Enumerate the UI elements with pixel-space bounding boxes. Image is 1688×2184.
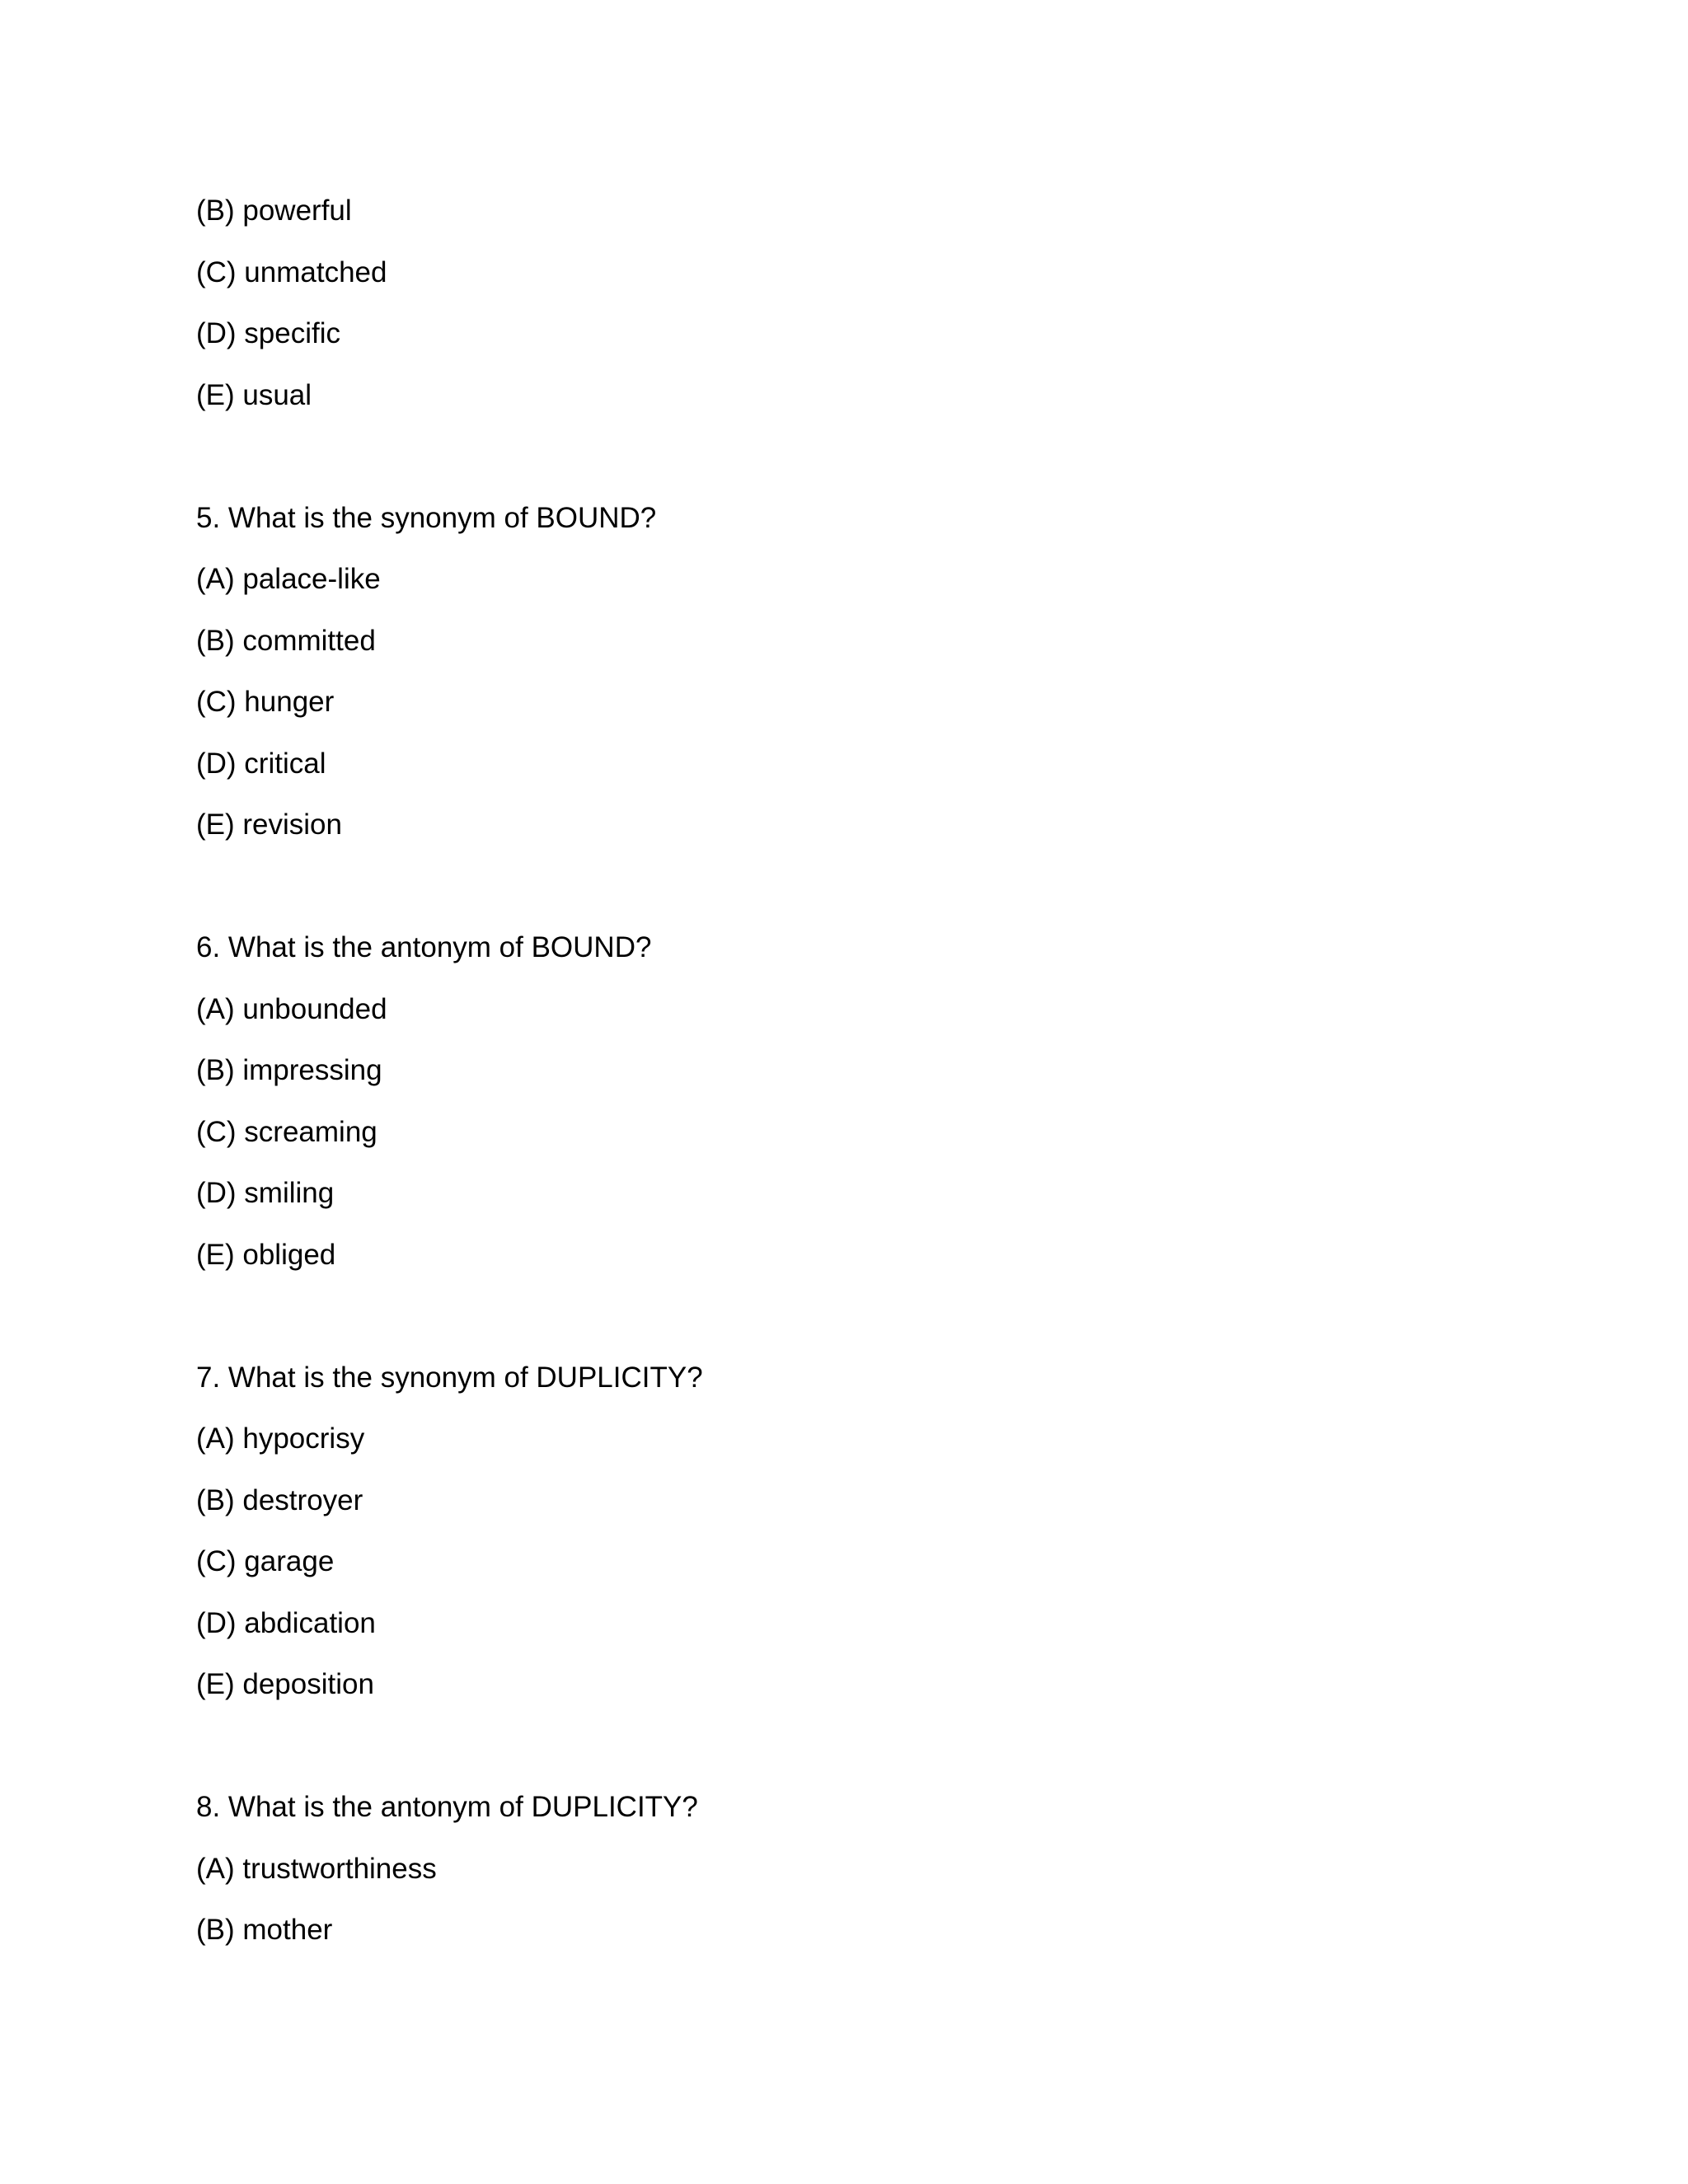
question-block: [196, 500, 1482, 869]
option-item: (D) abdication: [196, 1606, 376, 1639]
question-block: [196, 1789, 1482, 1974]
question-prompt: 5. What is the synonym of BOUND?: [196, 501, 657, 534]
question-block: [196, 930, 1482, 1298]
option-item: (A) hypocrisy: [196, 1422, 365, 1455]
option-item: (C) screaming: [196, 1115, 377, 1148]
option-item: (D) critical: [196, 747, 326, 780]
question-prompt: 8. What is the antonym of DUPLICITY?: [196, 1791, 698, 1823]
option-item: (B) committed: [196, 624, 376, 657]
spacer: [196, 438, 1482, 500]
option-item: (B) destroyer: [196, 1483, 363, 1516]
option-item: (E) revision: [196, 808, 342, 841]
spacer: [196, 1728, 1482, 1790]
option-item: (A) trustworthiness: [196, 1852, 437, 1885]
option-item: (E) obliged: [196, 1238, 336, 1271]
option-item: (B) mother: [196, 1914, 333, 1946]
option-item: (D) smiling: [196, 1177, 335, 1209]
option-item: (C) garage: [196, 1545, 335, 1577]
question-prompt: 7. What is the synonym of DUPLICITY?: [196, 1361, 703, 1394]
option-item: (A) unbounded: [196, 992, 387, 1025]
spacer: [196, 869, 1482, 930]
option-item: (B) powerful: [196, 194, 352, 227]
question-block: [196, 1360, 1482, 1728]
option-item: (C) hunger: [196, 686, 335, 718]
option-item: (A) palace-like: [196, 563, 381, 595]
question-prompt: 6. What is the antonym of BOUND?: [196, 931, 652, 963]
option-item: (D) specific: [196, 317, 341, 349]
option-item: (C) unmatched: [196, 255, 387, 288]
option-item: (B) impressing: [196, 1054, 382, 1086]
option-item: (E) deposition: [196, 1668, 374, 1700]
spacer: [196, 1298, 1482, 1360]
option-item: (E) usual: [196, 378, 312, 411]
continued-options-block: [196, 193, 1482, 438]
question-list: [196, 193, 1482, 1974]
